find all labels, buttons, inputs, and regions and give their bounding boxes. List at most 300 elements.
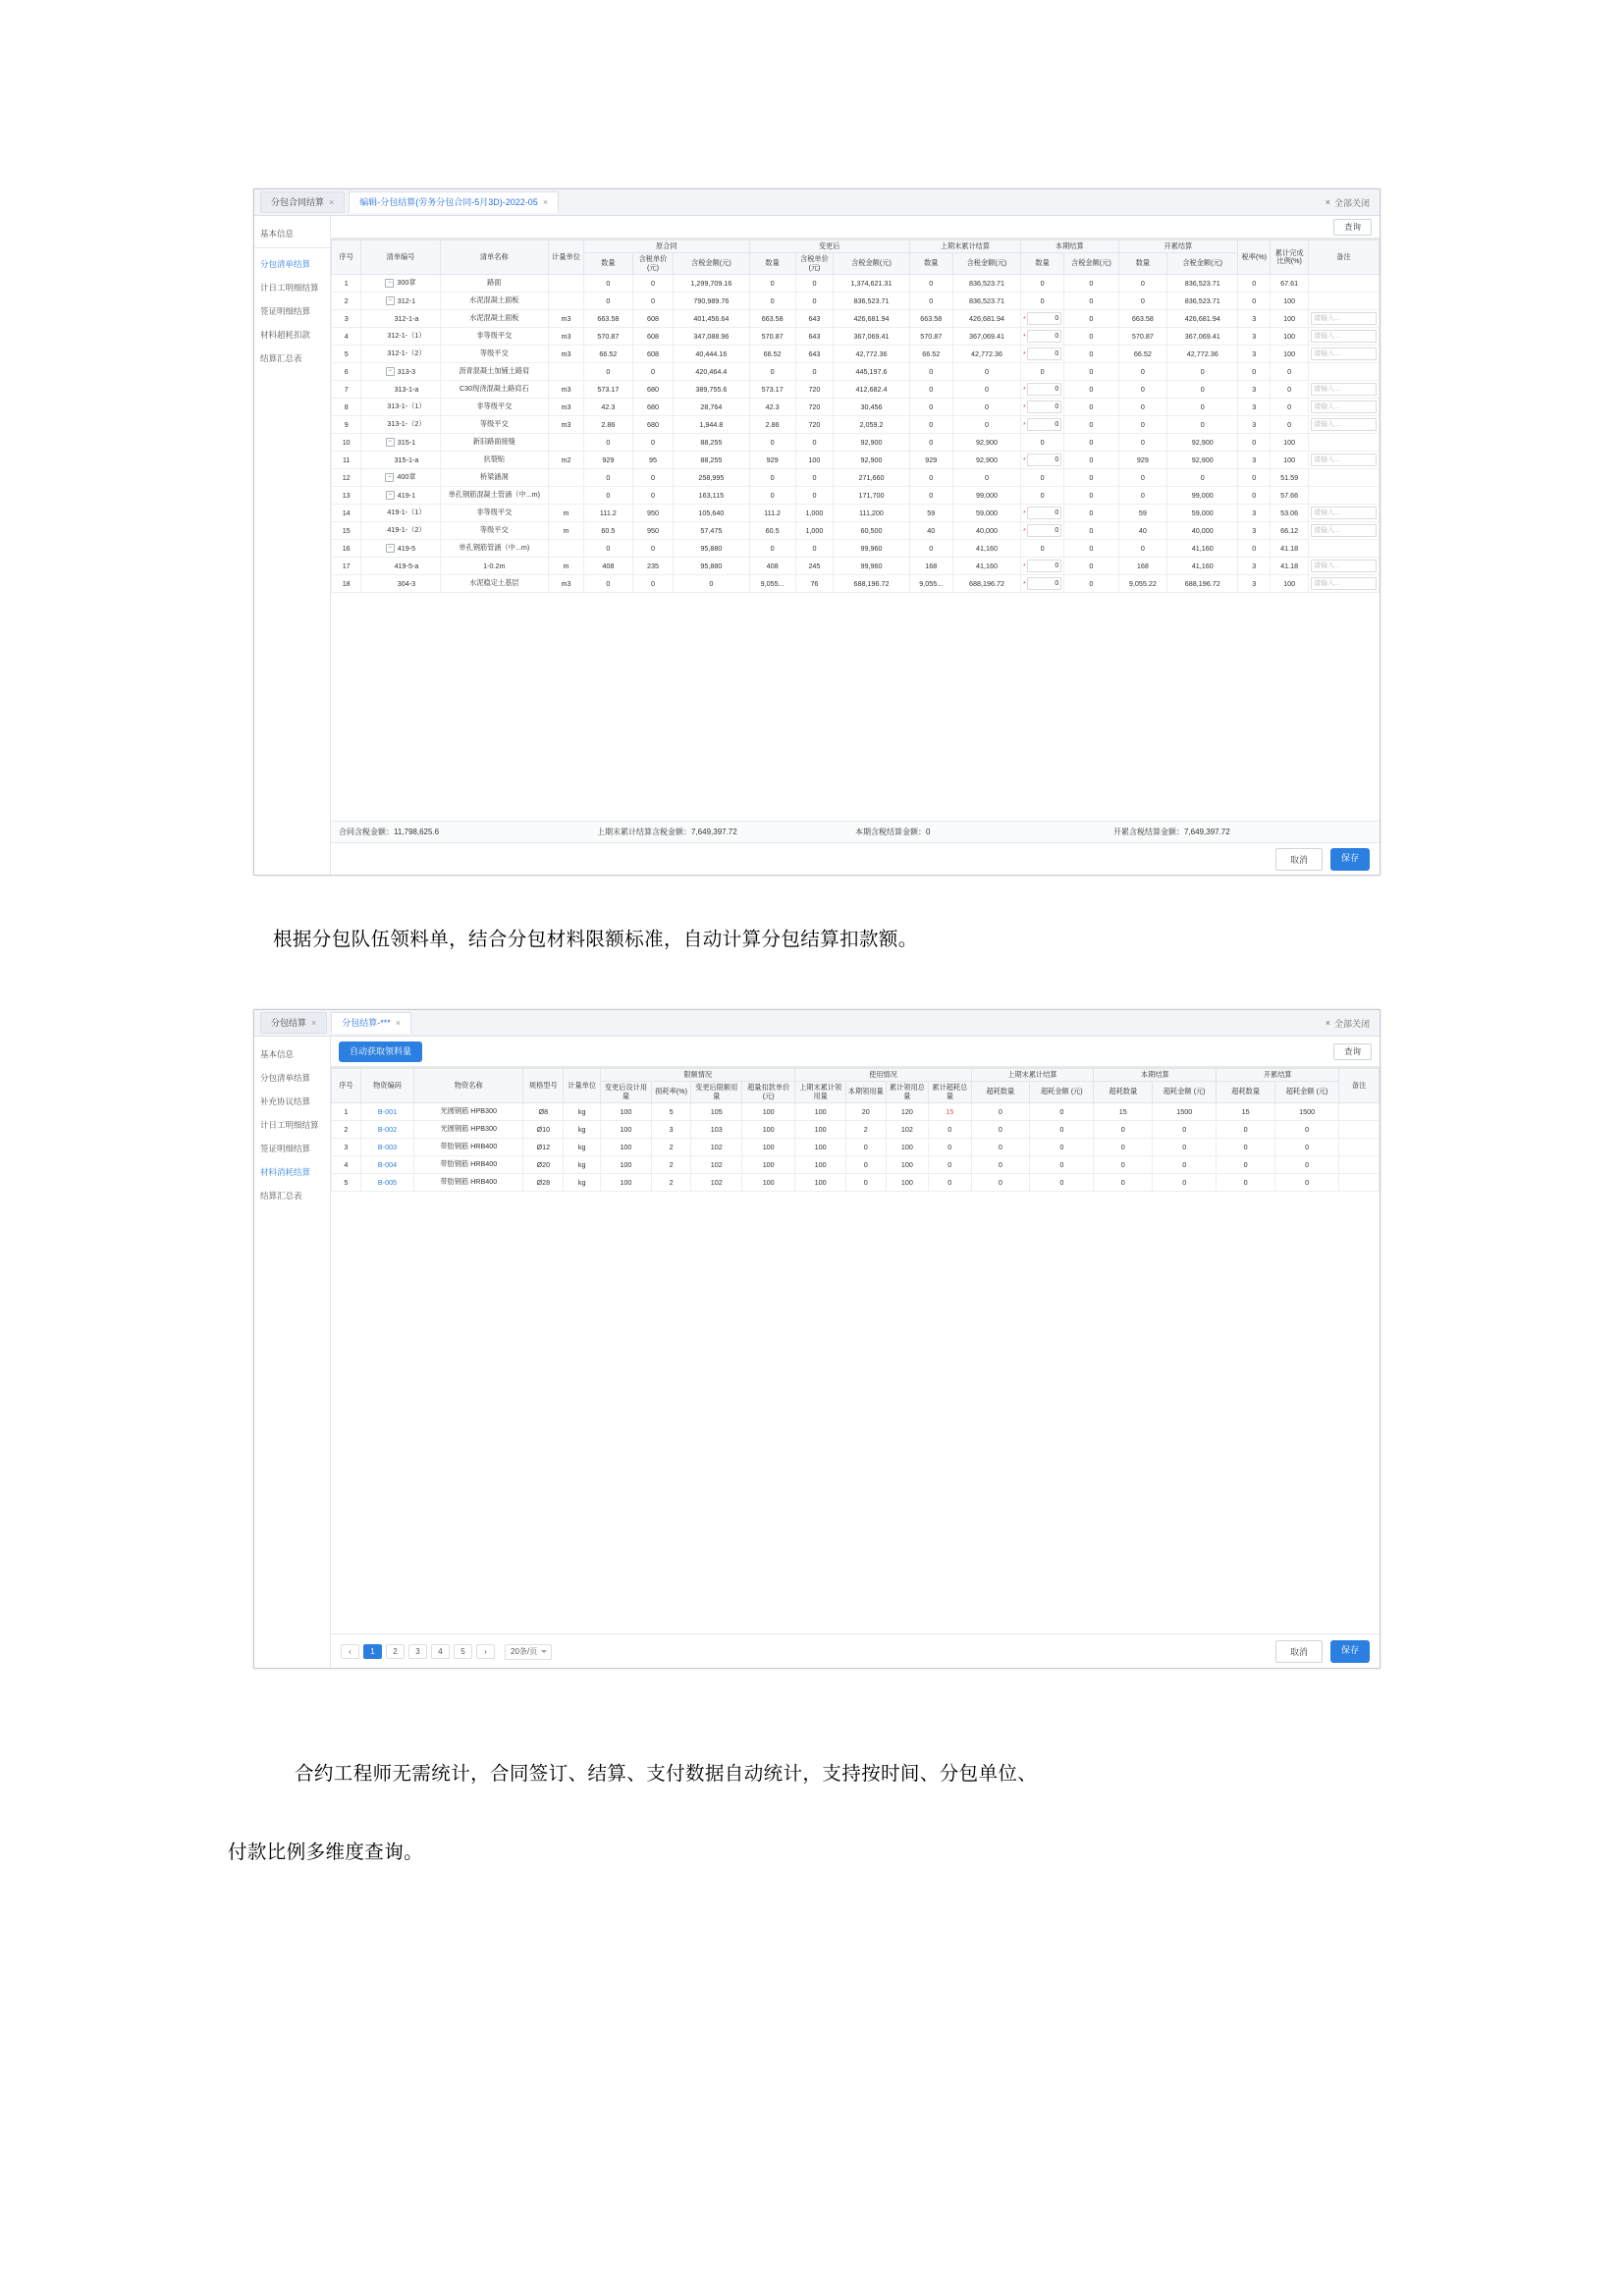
cell-cur-issued: 2 (845, 1120, 886, 1138)
remark-input[interactable]: 请输入... (1311, 577, 1377, 590)
table-row[interactable] (332, 521, 1380, 539)
cell-material-code[interactable]: B-002 (360, 1120, 413, 1138)
cell-remark[interactable] (1309, 451, 1380, 468)
th-limit-qty: 变更后限额用量 (691, 1082, 742, 1103)
th-completion-ratio: 累计完成比例(%) (1271, 240, 1309, 275)
cell-orig-qty: 66.52 (584, 345, 633, 362)
total-contract-amount: 合同含税金额：11,798,625.6 (339, 828, 440, 836)
cell-current-qty[interactable]: 0 (1021, 362, 1064, 380)
th-group-limit: 限额情况 (601, 1069, 795, 1082)
cell-current-qty[interactable] (1021, 451, 1064, 468)
cell-cum-amount: 42,772.36 (1167, 345, 1238, 362)
current-qty-input[interactable]: 0 (1027, 524, 1061, 537)
cell-orig-qty: 42.3 (584, 398, 633, 415)
cancel-button[interactable]: 取消 (1275, 1640, 1323, 1663)
cell-cum-issued: 100 (886, 1138, 928, 1155)
query-button[interactable]: 查询 (1333, 219, 1372, 236)
page-prev-button[interactable]: ‹ (341, 1644, 359, 1659)
cell-prev-over-amt: 0 (1030, 1155, 1094, 1173)
th-group-current: 本期结算 (1021, 240, 1119, 253)
cell-current-qty[interactable]: 0 (1021, 274, 1064, 292)
cell-orig-price: 0 (632, 292, 673, 309)
cell-prev-amount: 41,160 (952, 539, 1020, 557)
cell-cum-qty: 663.58 (1118, 309, 1167, 327)
cell-cum-over: 0 (929, 1173, 971, 1191)
cell-chg-price: 643 (795, 345, 834, 362)
close-icon[interactable]: × (395, 1018, 402, 1028)
remark-input[interactable]: 请输入... (1311, 330, 1377, 343)
required-asterisk-icon: * (1023, 348, 1026, 358)
current-qty-input[interactable]: 0 (1027, 454, 1061, 466)
table-row[interactable] (332, 574, 1380, 592)
table-row[interactable] (332, 1155, 1380, 1173)
cell-material-code[interactable]: B-004 (360, 1155, 413, 1173)
sidebar-item-summary[interactable]: 结算汇总表 (260, 353, 302, 363)
cell-prev-qty: 929 (909, 451, 952, 468)
cell-name: 非等级平交 (440, 504, 549, 521)
cell-name: 单孔钢筋管涵（中...m) (440, 539, 549, 557)
current-qty-input[interactable]: 0 (1027, 418, 1061, 431)
close-icon[interactable]: × (329, 197, 335, 207)
total-cumulative-amount: 开累含税结算金额：7,649,397.72 (1113, 828, 1230, 836)
cell-material-code[interactable]: B-005 (360, 1173, 413, 1191)
cell-tax-rate: 3 (1238, 398, 1271, 415)
page-button-5[interactable]: 5 (454, 1644, 472, 1659)
cell-material-code[interactable]: B-003 (360, 1138, 413, 1155)
page-button-2[interactable]: 2 (386, 1644, 405, 1659)
screenshot-subcontract-settlement (253, 188, 1380, 876)
cell-cur-over-qty: 0 (1094, 1173, 1153, 1191)
cell-cum-over-qty: 0 (1217, 1120, 1275, 1138)
remark-input[interactable]: 请输入... (1311, 524, 1377, 537)
th-prev-qty: 数量 (909, 253, 952, 275)
auto-fetch-button[interactable]: 自动获取领料量 (339, 1041, 422, 1062)
cell-current-qty[interactable] (1021, 309, 1064, 327)
cell-completion-ratio: 53.06 (1271, 504, 1309, 521)
cell-completion-ratio: 100 (1271, 292, 1309, 309)
cell-current-qty[interactable]: 0 (1021, 292, 1064, 309)
sidebar-item-daywork-settlement[interactable]: 计日工明细结算 (260, 1120, 319, 1130)
cell-orig-amount: 40,444.16 (674, 345, 749, 362)
cell-no: 3 (332, 1138, 361, 1155)
cell-remark (1339, 1155, 1380, 1173)
cell-limit-qty: 102 (691, 1138, 742, 1155)
cell-current-qty[interactable] (1021, 521, 1064, 539)
cell-current-qty[interactable] (1021, 557, 1064, 574)
current-qty-input[interactable]: 0 (1027, 560, 1061, 572)
cell-orig-price: 0 (632, 574, 673, 592)
cell-orig-qty: 663.58 (584, 309, 633, 327)
cell-current-amount: 0 (1064, 274, 1118, 292)
current-qty-wrap (1023, 418, 1061, 431)
cell-orig-amount: 790,989.76 (674, 292, 749, 309)
cell-orig-qty: 2.86 (584, 415, 633, 433)
cell-current-qty[interactable]: 0 (1021, 539, 1064, 557)
table-row[interactable] (332, 433, 1380, 451)
table-row[interactable] (332, 1120, 1380, 1138)
th-orig-qty: 数量 (584, 253, 633, 275)
table-row[interactable] (332, 415, 1380, 433)
th-name: 清单名称 (440, 240, 549, 275)
table-row[interactable] (332, 1102, 1380, 1120)
cell-chg-price: 643 (795, 327, 834, 345)
cell-chg-qty: 0 (749, 539, 795, 557)
current-qty-input[interactable]: 0 (1027, 400, 1061, 413)
cell-cum-over: 0 (929, 1120, 971, 1138)
remark-input[interactable]: 请输入... (1311, 560, 1377, 572)
table-row[interactable] (332, 1138, 1380, 1155)
sidebar-item-list-settlement[interactable]: 分包清单结算 (260, 259, 311, 269)
cell-current-qty[interactable]: 0 (1021, 433, 1064, 451)
cell-no: 8 (332, 398, 361, 415)
cell-loss-rate: 2 (651, 1138, 691, 1155)
cell-cum-amount: 92,900 (1167, 433, 1238, 451)
cell-code: 312-1-a (361, 309, 440, 327)
cell-remark[interactable] (1309, 398, 1380, 415)
cell-no: 2 (332, 292, 361, 309)
cell-orig-price: 950 (632, 504, 673, 521)
save-button[interactable]: 保存 (1330, 1640, 1370, 1663)
cell-prev-qty: 0 (909, 433, 952, 451)
current-qty-input[interactable]: 0 (1027, 312, 1061, 325)
cell-tax-rate: 3 (1238, 574, 1271, 592)
cell-prev-issued: 100 (795, 1120, 846, 1138)
cell-remark[interactable] (1309, 309, 1380, 327)
cell-cum-amount: 59,000 (1167, 504, 1238, 521)
sidebar-item-daywork-settlement[interactable]: 计日工明细结算 (260, 283, 319, 293)
required-asterisk-icon: * (1023, 419, 1026, 429)
current-qty-input[interactable]: 0 (1027, 507, 1061, 519)
table-row[interactable] (332, 504, 1380, 521)
subhead-basic-info: 基本信息 (254, 222, 330, 248)
cell-cur-over-amt: 1500 (1153, 1102, 1217, 1120)
cell-remark[interactable] (1309, 521, 1380, 539)
cell-completion-ratio: 100 (1271, 327, 1309, 345)
th-tax-rate: 税率(%) (1238, 240, 1271, 275)
cell-current-amount: 0 (1064, 504, 1118, 521)
cell-code: 304-3 (361, 574, 440, 592)
th-no: 序号 (332, 240, 361, 275)
sidebar-item-visa-settlement[interactable]: 签证明细结算 (260, 1144, 311, 1153)
remark-input[interactable]: 请输入... (1311, 347, 1377, 360)
cell-chg-amount: 42,772.36 (834, 345, 909, 362)
cell-current-amount: 0 (1064, 398, 1118, 415)
cell-design-qty: 100 (601, 1173, 652, 1191)
table-row[interactable] (332, 468, 1380, 486)
th-group-current: 本期结算 (1094, 1069, 1217, 1082)
cell-current-qty[interactable] (1021, 574, 1064, 592)
cell-prev-qty: 0 (909, 274, 952, 292)
cell-remark[interactable] (1309, 557, 1380, 574)
cell-cum-qty: 40 (1118, 521, 1167, 539)
sidebar-item-material-deduction[interactable]: 材料超耗扣款 (260, 330, 311, 340)
close-all-tabs-button[interactable] (1326, 1017, 1380, 1030)
table-row[interactable] (332, 451, 1380, 468)
cell-prev-qty: 66.52 (909, 345, 952, 362)
cell-code: 419-5-a (361, 557, 440, 574)
cell-orig-amount: 0 (674, 574, 749, 592)
cell-tax-rate: 3 (1238, 557, 1271, 574)
required-asterisk-icon: * (1023, 313, 1026, 323)
page-button-4[interactable]: 4 (431, 1644, 450, 1659)
screenshot-material-consumption (253, 1009, 1380, 1669)
material-table-body (332, 1102, 1380, 1191)
sidebar-item-visa-settlement[interactable]: 签证明细结算 (260, 306, 311, 316)
cell-name: 沥青混凝土加铺土路肩 (440, 362, 549, 380)
cell-remark[interactable] (1309, 574, 1380, 592)
cell-prev-qty: 40 (909, 521, 952, 539)
tab-subcontract-settlement[interactable] (260, 1012, 327, 1034)
close-all-tabs-button[interactable] (1326, 196, 1380, 209)
cell-orig-qty: 570.87 (584, 327, 633, 345)
cell-remark[interactable] (1309, 327, 1380, 345)
cell-completion-ratio: 0 (1271, 362, 1309, 380)
cell-cur-issued: 0 (845, 1138, 886, 1155)
cell-remark (1339, 1138, 1380, 1155)
remark-input[interactable]: 请输入... (1311, 507, 1377, 519)
current-qty-wrap (1023, 454, 1061, 466)
remark-input[interactable]: 请输入... (1311, 418, 1377, 431)
cell-prev-qty: 0 (909, 398, 952, 415)
cell-orig-price: 680 (632, 380, 673, 398)
settlement-table-body (332, 274, 1380, 592)
cell-orig-amount: 420,464.4 (674, 362, 749, 380)
cell-prev-qty: 0 (909, 539, 952, 557)
cell-orig-amount: 105,640 (674, 504, 749, 521)
th-cur-over-qty: 超耗数量 (1094, 1082, 1153, 1103)
cell-prev-amount: 41,160 (952, 557, 1020, 574)
sidebar-item-list-settlement[interactable]: 分包清单结算 (260, 1073, 311, 1083)
cell-cum-qty: 66.52 (1118, 345, 1167, 362)
cell-name: 1-0.2m (440, 557, 549, 574)
cell-prev-amount: 42,772.36 (952, 345, 1020, 362)
cell-design-qty: 100 (601, 1138, 652, 1155)
table-row[interactable] (332, 398, 1380, 415)
page-button-1[interactable]: 1 (363, 1644, 382, 1659)
expand-collapse-icon[interactable]: − (386, 296, 395, 305)
close-icon: × (1325, 1018, 1330, 1028)
cell-chg-price: 0 (795, 486, 834, 504)
table-row[interactable] (332, 345, 1380, 362)
cell-tax-rate: 3 (1238, 309, 1271, 327)
cell-cum-amount: 41,160 (1167, 539, 1238, 557)
current-qty-input[interactable]: 0 (1027, 347, 1061, 360)
cell-cum-amount: 836,523.71 (1167, 292, 1238, 309)
cell-current-qty[interactable] (1021, 504, 1064, 521)
cell-chg-price: 0 (795, 539, 834, 557)
expand-collapse-icon[interactable]: − (385, 473, 394, 482)
cell-prev-qty: 0 (909, 362, 952, 380)
cell-orig-amount: 347,088.96 (674, 327, 749, 345)
cell-completion-ratio: 51.59 (1271, 468, 1309, 486)
table-row[interactable] (332, 539, 1380, 557)
cell-cum-over-qty: 0 (1217, 1173, 1275, 1191)
cell-prev-over-amt: 0 (1030, 1120, 1094, 1138)
cell-material-code[interactable]: B-001 (360, 1102, 413, 1120)
expand-collapse-icon[interactable]: − (386, 438, 395, 447)
cell-orig-qty: 0 (584, 274, 633, 292)
cell-prev-amount: 40,000 (952, 521, 1020, 539)
cell-current-qty[interactable]: 0 (1021, 486, 1064, 504)
cell-chg-qty: 0 (749, 292, 795, 309)
th-group-cumulative: 开累结算 (1217, 1069, 1339, 1082)
cell-cur-over-amt: 0 (1153, 1155, 1217, 1173)
sidebar-item-summary[interactable]: 结算汇总表 (260, 1191, 302, 1201)
cell-current-qty[interactable] (1021, 380, 1064, 398)
cell-spec: Ø20 (523, 1155, 564, 1173)
page-button-3[interactable]: 3 (408, 1644, 427, 1659)
cell-remark[interactable] (1309, 380, 1380, 398)
th-spec: 规格型号 (523, 1069, 564, 1103)
table-row[interactable] (332, 557, 1380, 574)
current-qty-input[interactable]: 0 (1027, 577, 1061, 590)
table-row[interactable] (332, 1173, 1380, 1191)
cell-orig-amount: 1,944.8 (674, 415, 749, 433)
sidebar-item-material-consumption[interactable]: 材料消耗结算 (260, 1167, 311, 1177)
cell-prev-qty: 0 (909, 292, 952, 309)
cell-remark (1309, 274, 1380, 292)
remark-input[interactable]: 请输入... (1311, 383, 1377, 396)
cell-current-amount: 0 (1064, 380, 1118, 398)
cell-completion-ratio: 41.18 (1271, 557, 1309, 574)
th-prev-issued: 上期末累计领用量 (795, 1082, 846, 1103)
cell-chg-qty: 9,055... (749, 574, 795, 592)
cell-name: 等级平交 (440, 521, 549, 539)
cell-completion-ratio: 100 (1271, 451, 1309, 468)
table-row[interactable] (332, 327, 1380, 345)
cell-unit (549, 486, 584, 504)
cell-remark[interactable] (1309, 415, 1380, 433)
cell-no: 13 (332, 486, 361, 504)
cell-prev-issued: 100 (795, 1173, 846, 1191)
cell-current-qty[interactable] (1021, 345, 1064, 362)
cell-cum-over-amt: 0 (1275, 1120, 1339, 1138)
tab-subcontract-contract-settlement[interactable] (260, 191, 345, 213)
cell-cum-qty: 570.87 (1118, 327, 1167, 345)
sidebar-item-supplement-settlement[interactable]: 补充协议结算 (260, 1096, 311, 1106)
cell-current-qty[interactable] (1021, 398, 1064, 415)
query-button[interactable]: 查询 (1333, 1043, 1372, 1060)
expand-collapse-icon[interactable]: − (386, 491, 395, 500)
cell-name: 抗裂贴 (440, 451, 549, 468)
expand-collapse-icon[interactable]: − (385, 279, 394, 288)
cell-remark (1309, 433, 1380, 451)
expand-collapse-icon[interactable]: − (386, 544, 395, 553)
cell-cum-qty: 0 (1118, 486, 1167, 504)
cell-name: 水泥混凝土面板 (440, 292, 549, 309)
cell-orig-amount: 95,880 (674, 539, 749, 557)
cell-orig-qty: 0 (584, 486, 633, 504)
sidebar-item-basic-info[interactable]: 基本信息 (260, 1049, 295, 1059)
cell-no: 9 (332, 415, 361, 433)
cancel-button[interactable]: 取消 (1275, 848, 1323, 871)
cell-prev-amount: 426,681.94 (952, 309, 1020, 327)
table-row[interactable] (332, 486, 1380, 504)
cell-limit-qty: 102 (691, 1173, 742, 1191)
cell-prev-amount: 0 (952, 415, 1020, 433)
cell-current-qty[interactable] (1021, 327, 1064, 345)
close-icon[interactable]: × (311, 1018, 317, 1028)
expand-collapse-icon[interactable]: − (386, 367, 395, 376)
cell-cum-qty: 0 (1118, 539, 1167, 557)
save-button[interactable]: 保存 (1330, 848, 1370, 871)
required-asterisk-icon: * (1023, 507, 1026, 517)
th-no: 序号 (332, 1069, 361, 1103)
cell-cum-amount: 0 (1167, 415, 1238, 433)
th-prev-over-amt: 超耗金额 (元) (1030, 1082, 1094, 1103)
page-next-button[interactable]: › (476, 1644, 495, 1659)
cell-cum-qty: 0 (1118, 274, 1167, 292)
cell-current-qty[interactable] (1021, 415, 1064, 433)
cell-remark[interactable] (1309, 345, 1380, 362)
remark-input[interactable]: 请输入... (1311, 312, 1377, 325)
cell-chg-price: 720 (795, 380, 834, 398)
cell-orig-price: 680 (632, 415, 673, 433)
cell-orig-price: 608 (632, 345, 673, 362)
material-table-wrap[interactable] (331, 1067, 1380, 1633)
cell-orig-qty: 111.2 (584, 504, 633, 521)
cell-cur-issued: 20 (845, 1102, 886, 1120)
remark-input[interactable]: 请输入... (1311, 454, 1377, 466)
table-row[interactable] (332, 309, 1380, 327)
remark-input[interactable]: 请输入... (1311, 400, 1377, 413)
current-qty-input[interactable]: 0 (1027, 383, 1061, 396)
th-loss-rate: 损耗率(%) (651, 1082, 691, 1103)
cell-unit: m (549, 521, 584, 539)
tab-edit-settlement[interactable] (349, 191, 559, 213)
cell-chg-price: 245 (795, 557, 834, 574)
cell-prev-amount: 92,900 (952, 451, 1020, 468)
th-group-cumulative: 开累结算 (1118, 240, 1238, 253)
cell-cum-amount: 40,000 (1167, 521, 1238, 539)
cell-unit: m (549, 504, 584, 521)
cell-cum-qty: 929 (1118, 451, 1167, 468)
cell-orig-price: 0 (632, 274, 673, 292)
cell-prev-issued: 100 (795, 1102, 846, 1120)
cell-remark[interactable] (1309, 504, 1380, 521)
th-cum-qty: 数量 (1118, 253, 1167, 275)
cell-chg-qty: 663.58 (749, 309, 795, 327)
th-cum-over-amt: 超耗金额 (元) (1275, 1082, 1339, 1103)
table-row[interactable] (332, 380, 1380, 398)
cell-code: 312-1-（2） (361, 345, 440, 362)
cell-code: − 419-5 (361, 539, 440, 557)
cell-chg-qty: 573.17 (749, 380, 795, 398)
table-row[interactable] (332, 274, 1380, 292)
cell-cur-over-amt: 0 (1153, 1138, 1217, 1155)
settlement-table-wrap[interactable] (331, 239, 1380, 821)
cell-code: − 419-1 (361, 486, 440, 504)
cell-tax-rate: 3 (1238, 345, 1271, 362)
cell-unit: m2 (549, 451, 584, 468)
close-icon[interactable]: × (542, 197, 549, 207)
required-asterisk-icon: * (1023, 401, 1026, 411)
table-row[interactable] (332, 292, 1380, 309)
th-cum-issued: 累计领用总量 (886, 1082, 928, 1103)
cell-chg-price: 0 (795, 433, 834, 451)
cell-chg-qty: 0 (749, 274, 795, 292)
cell-current-amount: 0 (1064, 468, 1118, 486)
cell-current-qty[interactable]: 0 (1021, 468, 1064, 486)
cell-unit: m3 (549, 380, 584, 398)
current-qty-wrap (1023, 524, 1061, 537)
table-row[interactable] (332, 362, 1380, 380)
cell-material-name: 带肋钢筋 HRB400 (414, 1155, 523, 1173)
cell-cum-qty: 0 (1118, 468, 1167, 486)
current-qty-input[interactable]: 0 (1027, 330, 1061, 343)
page-size-select[interactable]: 20条/页 (505, 1644, 552, 1660)
tab-subcontract-settlement-detail[interactable] (331, 1012, 411, 1034)
